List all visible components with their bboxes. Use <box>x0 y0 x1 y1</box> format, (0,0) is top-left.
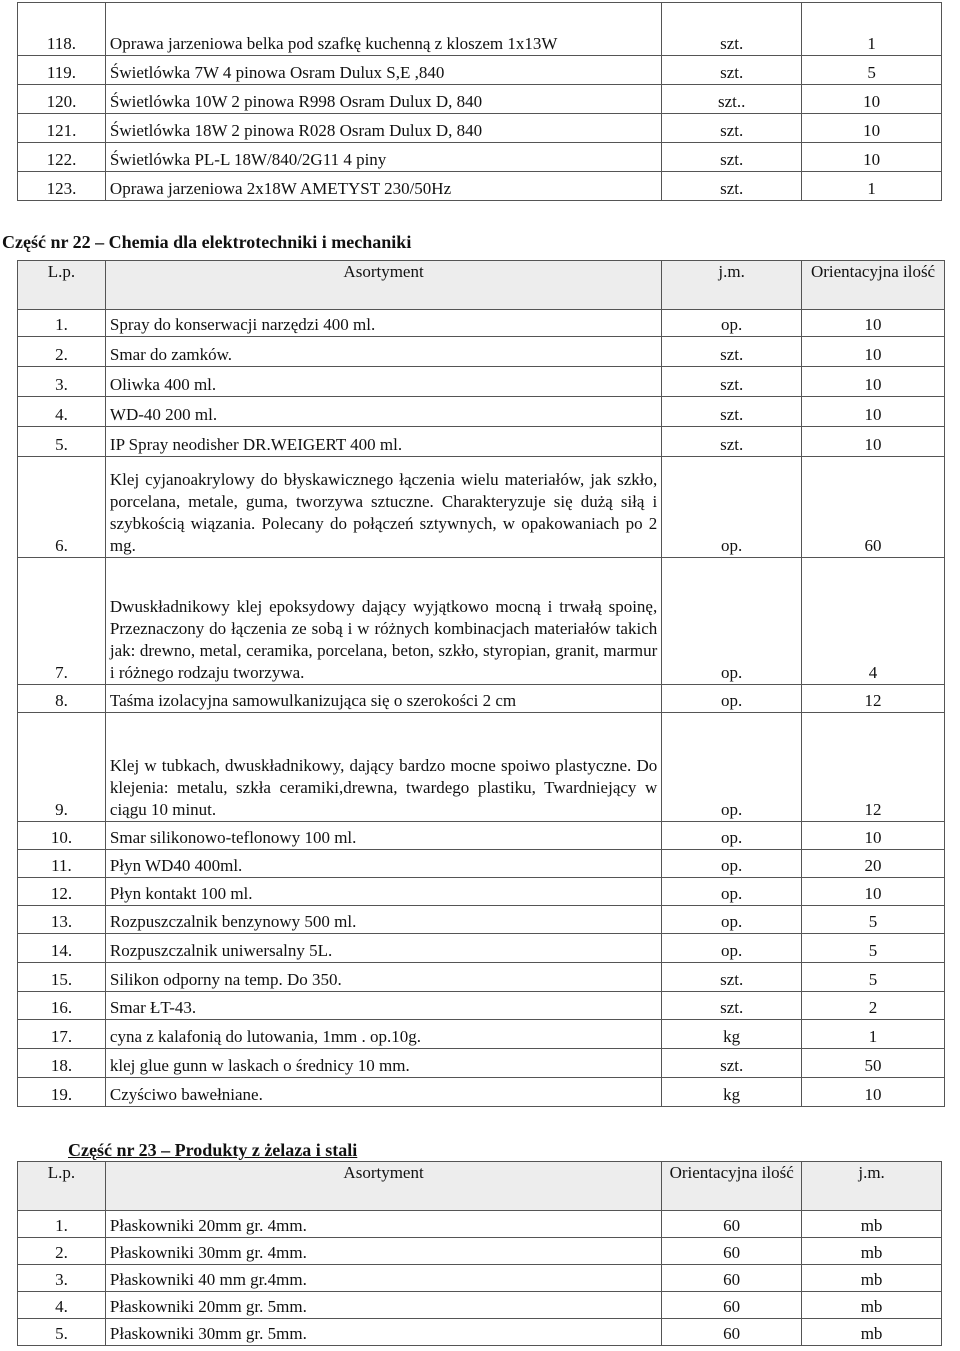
table-row <box>18 558 945 685</box>
table-row <box>18 143 942 172</box>
table-row <box>18 1049 945 1078</box>
cell-qty: 12 <box>802 713 945 822</box>
cell-name: Płaskowniki 20mm gr. 5mm. <box>105 1292 661 1319</box>
cell-unit: mb <box>802 1292 942 1319</box>
cell-unit: op. <box>662 558 802 685</box>
cell-name: Płaskowniki 40 mm gr.4mm. <box>105 1265 661 1292</box>
cell-unit: szt. <box>662 963 802 992</box>
cell-name: Świetlówka 10W 2 pinowa R998 Osram Dulux D, 840 <box>105 85 661 114</box>
cell-lp: 4. <box>18 1292 106 1319</box>
cell-lp: 11. <box>18 850 106 878</box>
cell-lp: 16. <box>18 992 106 1020</box>
table-row <box>18 1292 942 1319</box>
table-row <box>18 906 945 934</box>
cell-qty: 60 <box>662 1265 802 1292</box>
cell-lp: 5. <box>18 1319 106 1346</box>
header-name: Asortyment <box>105 1162 661 1211</box>
cell-unit: szt. <box>662 114 802 143</box>
cell-name: Oprawa jarzeniowa 2x18W AMETYST 230/50Hz <box>105 172 661 201</box>
cell-unit: mb <box>802 1211 942 1238</box>
cell-qty: 1 <box>802 1020 945 1049</box>
table-continuation-body <box>18 3 942 201</box>
cell-unit: mb <box>802 1265 942 1292</box>
cell-name: Smar ŁT-43. <box>105 992 661 1020</box>
cell-unit: mb <box>802 1319 942 1346</box>
cell-name: klej glue gunn w laskach o średnicy 10 mm. <box>105 1049 661 1078</box>
cell-name: Świetlówka PL-L 18W/840/2G11 4 piny <box>105 143 661 172</box>
table-row <box>18 337 945 367</box>
table-row <box>18 56 942 85</box>
cell-lp: 5. <box>18 427 106 457</box>
cell-unit: szt. <box>662 1049 802 1078</box>
header-unit: j.m. <box>802 1162 942 1211</box>
table-section-23 <box>17 1161 942 1346</box>
cell-lp: 10. <box>18 822 106 850</box>
table-section-23-body <box>18 1211 942 1346</box>
cell-unit: op. <box>662 822 802 850</box>
cell-lp: 17. <box>18 1020 106 1049</box>
cell-unit: op. <box>662 457 802 558</box>
cell-name: Silikon odporny na temp. Do 350. <box>105 963 661 992</box>
cell-unit: szt. <box>662 992 802 1020</box>
cell-name: Rozpuszczalnik benzynowy 500 ml. <box>105 906 661 934</box>
cell-name: Oprawa jarzeniowa belka pod szafkę kuchenną z kloszem 1x13W <box>105 3 661 56</box>
cell-unit: szt.. <box>662 85 802 114</box>
cell-unit: szt. <box>662 397 802 427</box>
table-row <box>18 1238 942 1265</box>
cell-qty: 60 <box>662 1319 802 1346</box>
cell-lp: 9. <box>18 713 106 822</box>
cell-lp: 3. <box>18 1265 106 1292</box>
table-row <box>18 172 942 201</box>
cell-unit: op. <box>662 878 802 906</box>
cell-unit: szt. <box>662 337 802 367</box>
table-row <box>18 114 942 143</box>
cell-unit: kg <box>662 1020 802 1049</box>
cell-qty: 12 <box>802 685 945 713</box>
cell-qty: 10 <box>802 427 945 457</box>
header-qty: Orientacyjna ilość <box>662 1162 802 1211</box>
cell-name: Dwuskładnikowy klej epoksydowy dający wyjątkowo mocną i trwałą spoinę, Przeznaczony do łączenia ze sobą i w różnych kombinacjach materiałów takich jak: drewno, metal, ceramika, porcelana, beton, szkło, styropian, granit, marmur i różnego rodzaju tworzywa. <box>105 558 661 685</box>
cell-lp: 2. <box>18 1238 106 1265</box>
table-row <box>18 1319 942 1346</box>
cell-qty: 5 <box>802 906 945 934</box>
cell-qty: 10 <box>802 397 945 427</box>
cell-qty: 20 <box>802 850 945 878</box>
table-section-22-body <box>18 310 945 1107</box>
cell-name: Oliwka 400 ml. <box>105 367 661 397</box>
cell-unit: op. <box>662 850 802 878</box>
cell-qty: 60 <box>662 1211 802 1238</box>
table-row <box>18 963 945 992</box>
header-lp: L.p. <box>18 1162 106 1211</box>
cell-unit: op. <box>662 685 802 713</box>
cell-unit: mb <box>802 1238 942 1265</box>
table-row <box>18 3 942 56</box>
table-row <box>18 934 945 963</box>
table-row <box>18 310 945 337</box>
cell-lp: 118. <box>18 3 106 56</box>
cell-name: IP Spray neodisher DR.WEIGERT 400 ml. <box>105 427 661 457</box>
cell-qty: 10 <box>802 1078 945 1107</box>
cell-lp: 3. <box>18 367 106 397</box>
cell-qty: 4 <box>802 558 945 685</box>
cell-qty: 10 <box>802 337 945 367</box>
cell-name: Płaskowniki 30mm gr. 5mm. <box>105 1319 661 1346</box>
cell-name: Płyn WD40 400ml. <box>105 850 661 878</box>
cell-unit: szt. <box>662 427 802 457</box>
cell-qty: 60 <box>802 457 945 558</box>
cell-lp: 6. <box>18 457 106 558</box>
cell-name: Świetlówka 18W 2 pinowa R028 Osram Dulux D, 840 <box>105 114 661 143</box>
table-row <box>18 427 945 457</box>
cell-name: Smar do zamków. <box>105 337 661 367</box>
cell-lp: 8. <box>18 685 106 713</box>
cell-unit: szt. <box>662 3 802 56</box>
header-qty: Orientacyjna ilość <box>802 261 945 310</box>
cell-name: WD-40 200 ml. <box>105 397 661 427</box>
table-row <box>18 822 945 850</box>
table-row <box>18 878 945 906</box>
cell-name: Rozpuszczalnik uniwersalny 5L. <box>105 934 661 963</box>
table-row <box>18 685 945 713</box>
header-unit: j.m. <box>662 261 802 310</box>
cell-name: Płyn kontakt 100 ml. <box>105 878 661 906</box>
cell-unit: szt. <box>662 143 802 172</box>
cell-qty: 10 <box>802 85 942 114</box>
cell-lp: 121. <box>18 114 106 143</box>
cell-lp: 18. <box>18 1049 106 1078</box>
cell-qty: 2 <box>802 992 945 1020</box>
cell-qty: 10 <box>802 143 942 172</box>
cell-lp: 1. <box>18 1211 106 1238</box>
table-header-row <box>18 1162 942 1211</box>
table-row <box>18 850 945 878</box>
table-row <box>18 713 945 822</box>
table-header-row <box>18 261 945 310</box>
cell-qty: 1 <box>802 172 942 201</box>
cell-lp: 119. <box>18 56 106 85</box>
cell-lp: 12. <box>18 878 106 906</box>
table-row <box>18 397 945 427</box>
cell-lp: 1. <box>18 310 106 337</box>
cell-lp: 13. <box>18 906 106 934</box>
table-row <box>18 1078 945 1107</box>
cell-name: Czyściwo bawełniane. <box>105 1078 661 1107</box>
cell-unit: op. <box>662 906 802 934</box>
cell-lp: 123. <box>18 172 106 201</box>
table-row <box>18 367 945 397</box>
cell-name: cyna z kalafonią do lutowania, 1mm . op.10g. <box>105 1020 661 1049</box>
cell-qty: 5 <box>802 934 945 963</box>
cell-qty: 5 <box>802 963 945 992</box>
cell-qty: 5 <box>802 56 942 85</box>
cell-name: Klej w tubkach, dwuskładnikowy, dający bardzo mocne spoiwo plastyczne. Do klejenia: metalu, szkła ceramiki,drewna, twardego plastiku, Twardniejący w ciągu 10 minut. <box>105 713 661 822</box>
cell-name: Płaskowniki 20mm gr. 4mm. <box>105 1211 661 1238</box>
table-continuation <box>17 2 942 201</box>
cell-qty: 50 <box>802 1049 945 1078</box>
cell-name: Świetlówka 7W 4 pinowa Osram Dulux S,E ,840 <box>105 56 661 85</box>
header-lp: L.p. <box>18 261 106 310</box>
cell-lp: 120. <box>18 85 106 114</box>
cell-unit: szt. <box>662 367 802 397</box>
cell-name: Smar silikonowo-teflonowy 100 ml. <box>105 822 661 850</box>
table-row <box>18 1020 945 1049</box>
cell-qty: 10 <box>802 822 945 850</box>
cell-lp: 2. <box>18 337 106 367</box>
cell-lp: 122. <box>18 143 106 172</box>
cell-qty: 10 <box>802 878 945 906</box>
table-row <box>18 1211 942 1238</box>
cell-qty: 1 <box>802 3 942 56</box>
section-22-title: Część nr 22 – Chemia dla elektrotechniki i mechaniki <box>2 232 412 252</box>
table-section-22 <box>17 260 945 1107</box>
cell-unit: op. <box>662 713 802 822</box>
cell-lp: 15. <box>18 963 106 992</box>
table-row <box>18 85 942 114</box>
header-name: Asortyment <box>105 261 661 310</box>
table-row <box>18 992 945 1020</box>
cell-qty: 60 <box>662 1238 802 1265</box>
cell-name: Klej cyjanoakrylowy do błyskawicznego łączenia wielu materiałów, jak szkło, porcelana, metale, guma, tworzywa sztuczne. Charakteryzuje się dużą siłą i szybkością wiązania. Polecany do połączeń sztywnych, w opakowaniach po 2 mg. <box>105 457 661 558</box>
table-row <box>18 1265 942 1292</box>
cell-unit: szt. <box>662 56 802 85</box>
cell-lp: 14. <box>18 934 106 963</box>
cell-qty: 10 <box>802 114 942 143</box>
cell-name: Spray do konserwacji narzędzi 400 ml. <box>105 310 661 337</box>
section-23-title: Część nr 23 – Produkty z żelaza i stali <box>68 1140 358 1160</box>
cell-unit: kg <box>662 1078 802 1107</box>
cell-name: Taśma izolacyjna samowulkanizująca się o szerokości 2 cm <box>105 685 661 713</box>
table-row <box>18 457 945 558</box>
cell-lp: 19. <box>18 1078 106 1107</box>
cell-unit: szt. <box>662 172 802 201</box>
cell-qty: 60 <box>662 1292 802 1319</box>
cell-unit: op. <box>662 310 802 337</box>
cell-lp: 4. <box>18 397 106 427</box>
cell-unit: op. <box>662 934 802 963</box>
cell-name: Płaskowniki 30mm gr. 4mm. <box>105 1238 661 1265</box>
cell-qty: 10 <box>802 367 945 397</box>
cell-lp: 7. <box>18 558 106 685</box>
cell-qty: 10 <box>802 310 945 337</box>
